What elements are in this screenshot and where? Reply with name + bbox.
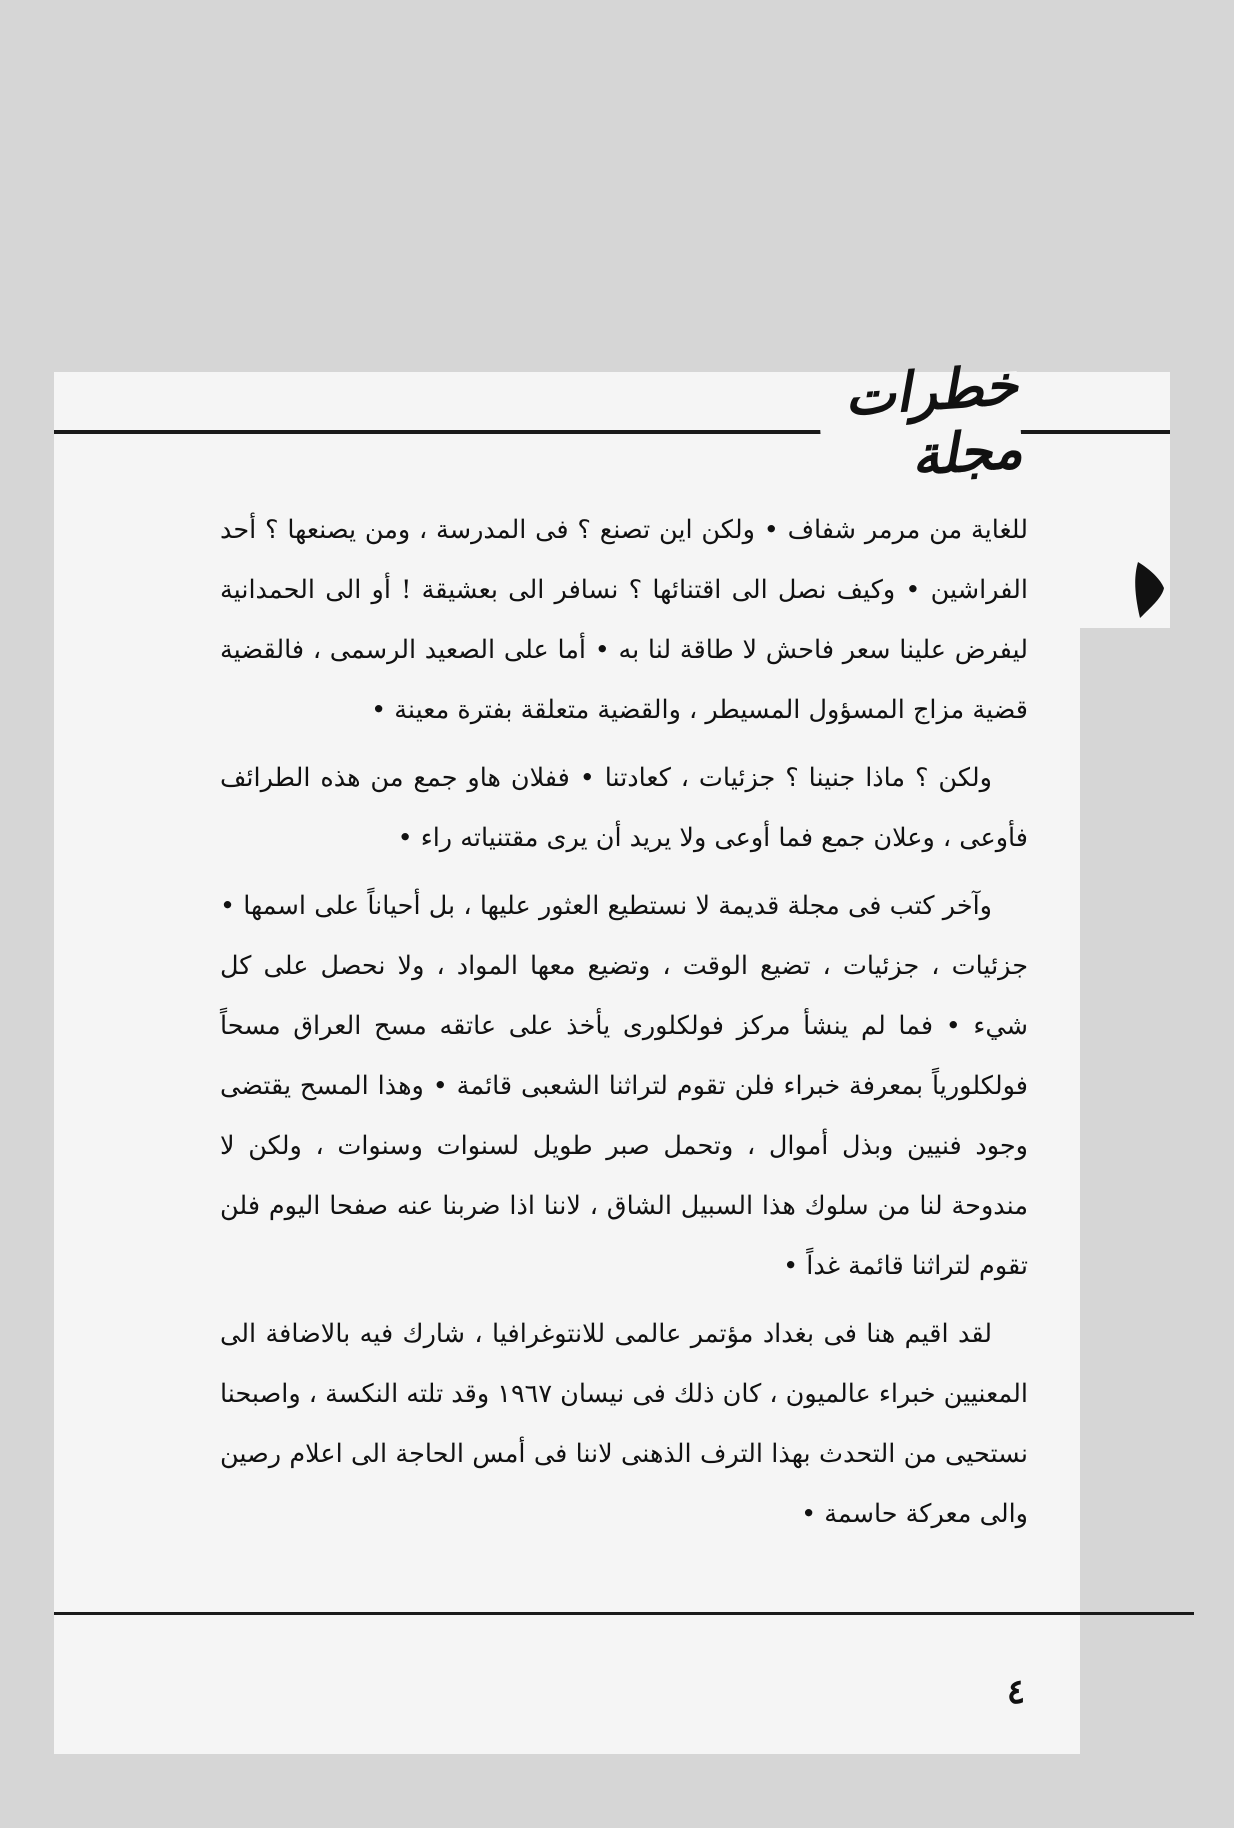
article-body bbox=[220, 500, 1028, 1580]
paragraph-4: لقد اقيم هنا فى بغداد مؤتمر عالمى للانتوغرافيا ، شارك فيه بالاضافة الى المعنيين خبراء عالميون ، كان ذلك فى نيسان ١٩٦٧ وقد تلته النكسة ، واصبحنا نستحيى من التحدث بهذا الترف الذهنى لاننا فى أمس الحاجة الى اعلام رصين والى معركة حاسمة • bbox=[220, 1319, 1028, 1529]
section-title: خطرات مجلة bbox=[817, 371, 1023, 475]
footer-rule bbox=[54, 1612, 1194, 1615]
paragraph-2: ولكن ؟ ماذا جنينا ؟ جزئيات ، كعادتنا • ففلان هاو جمع من هذه الطرائف فأوعى ، وعلان جمع فما أوعى ولا يريد أن يرى مقتنياته راء • bbox=[220, 763, 1028, 853]
paragraph-3: وآخر كتب فى مجلة قديمة لا نستطيع العثور عليها ، بل أحياناً على اسمها • جزئيات ، جزئيات ، تضيع الوقت ، وتضيع معها المواد ، ولا نحصل على كل شيء • فما لم ينشأ مركز فولكلورى يأخذ على عاتقه مسح العراق مسحاً فولكلورياً بمعرفة خبراء فلن تقوم لتراثنا الشعبى قائمة • وهذا المسح يقتضى وجود فنيين وبذل أموال ، وتحمل صبر طويل لسنوات وسنوات ، ولكن لا مندوحة لنا من سلوك هذا السبيل الشاق ، لاننا اذا ضربنا عنه صفحا اليوم فلن تقوم لتراثنا قائمة غداً • bbox=[220, 891, 1028, 1281]
paragraph-1: للغاية من مرمر شفاف • ولكن اين تصنع ؟ فى المدرسة ، ومن يصنعها ؟ أحد الفراشين • وكيف نصل الى اقتنائها ؟ نسافر الى بعشيقة ! أو الى الحمدانية ليفرض علينا سعر فاحش لا طاقة لنا به • أما على الصعيد الرسمى ، فالقضية قضية مزاج المسؤول المسيطر ، والقضية متعلقة بفترة معينة • bbox=[220, 515, 1028, 725]
margin-arrow-icon bbox=[1132, 558, 1166, 622]
page-edge-shadow bbox=[1080, 628, 1170, 1754]
page-number: ٤ bbox=[1006, 1672, 1026, 1712]
